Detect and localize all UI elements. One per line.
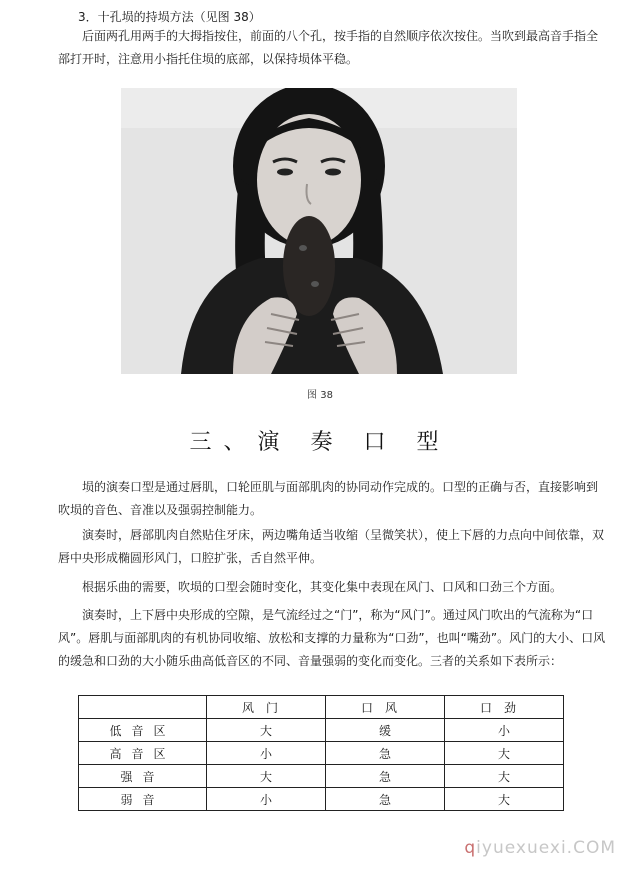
table-row <box>79 742 564 765</box>
row-label-cell: 高音区 <box>79 742 207 765</box>
watermark-q: q <box>464 838 477 858</box>
row-label-cell: 强音 <box>79 765 207 788</box>
section-paragraph: 后面两孔用两手的大拇指按住，前面的八个孔，按手指的自然顺序依次按住。当吹到最高音手指全部打开时，注意用小指托住埙的底部，以保持埙体平稳。 <box>58 29 599 66</box>
table-header-cell <box>79 696 207 719</box>
body-paragraph: 演奏时，唇部肌肉自然贴住牙床，两边嘴角适当收缩（呈微笑状），使上下唇的力点向中间依靠，双唇中央形成椭圆形风门，口腔扩张，舌自然平伸。 <box>58 528 605 565</box>
table-header-cell: 口劲 <box>445 696 564 719</box>
player-holding-xun-image <box>121 88 517 374</box>
table-header-row <box>79 696 564 719</box>
row-label-cell: 低音区 <box>79 719 207 742</box>
table-cell: 小 <box>445 719 564 742</box>
watermark-text: iyuexuexi.COM <box>476 838 616 858</box>
table-cell: 急 <box>326 742 445 765</box>
figure-photo <box>121 88 517 374</box>
body-paragraph: 埙的演奏口型是通过唇肌，口轮匝肌与面部肌肉的协同动作完成的。口型的正确与否，直接影响到吹埙的音色、音准以及强弱控制能力。 <box>58 480 599 517</box>
table-cell: 大 <box>445 765 564 788</box>
table-row <box>79 788 564 811</box>
table-cell: 缓 <box>326 719 445 742</box>
figure-caption: 图 38 <box>307 390 333 401</box>
table-cell: 大 <box>445 788 564 811</box>
table-cell: 小 <box>207 742 326 765</box>
chapter-title: 三、演 奏 口 型 <box>189 430 451 455</box>
table-header-cell: 风门 <box>207 696 326 719</box>
section-heading: 3．十孔埙的持埙方法（见图 38） <box>78 10 261 24</box>
table-cell: 急 <box>326 788 445 811</box>
table-header-cell: 口风 <box>326 696 445 719</box>
body-paragraph: 根据乐曲的需要，吹埙的口型会随时变化，其变化集中表现在风门、口风和口劲三个方面。 <box>82 580 563 594</box>
table-row <box>79 719 564 742</box>
table-cell: 小 <box>207 788 326 811</box>
row-label-cell: 弱音 <box>79 788 207 811</box>
table-row <box>79 765 564 788</box>
table-cell: 大 <box>445 742 564 765</box>
table-cell: 大 <box>207 765 326 788</box>
site-watermark <box>464 838 616 858</box>
relationship-table <box>78 695 564 811</box>
table-cell: 急 <box>326 765 445 788</box>
body-paragraph: 演奏时，上下唇中央形成的空隙，是气流经过之“门”，称为“风门”。通过风门吹出的气流称为“口风”。唇肌与面部肌肉的有机协同收缩、放松和支撑的力量称为“口劲”，也叫“嘴劲”。风门的大小、口风的缓急和口劲的大小随乐曲高低音区的不同、音量强弱的变化而变化。三者的关系如下表所示： <box>58 608 606 668</box>
table-cell: 大 <box>207 719 326 742</box>
